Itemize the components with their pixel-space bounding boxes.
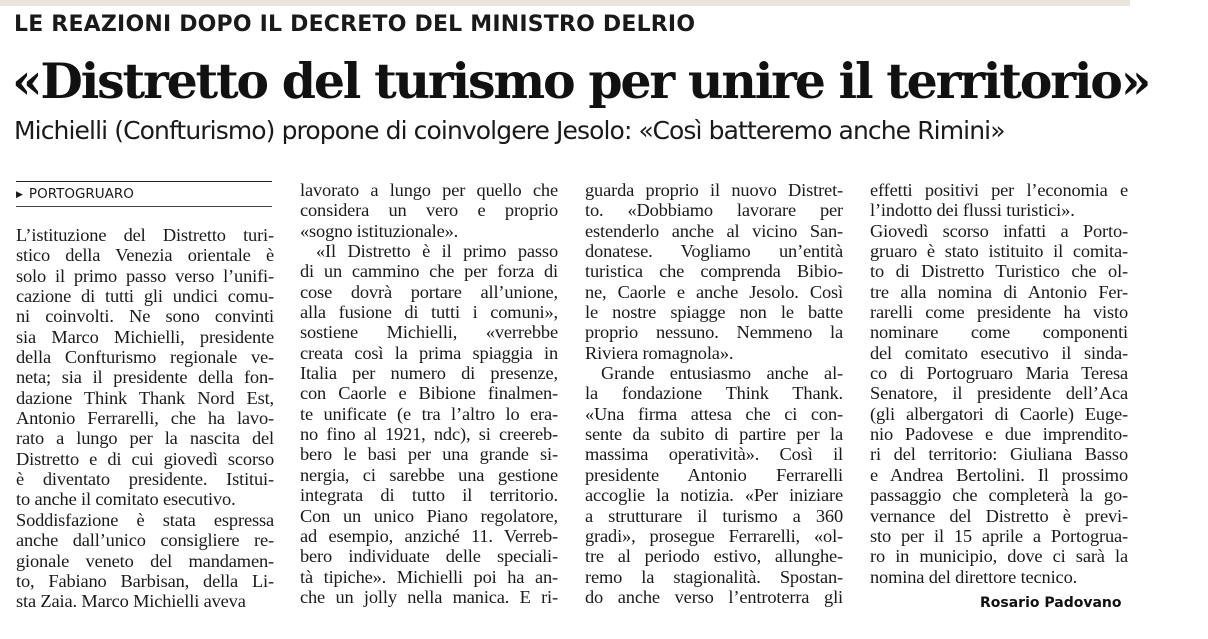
article-line: gradi», prosegue Ferrarelli, «ol- bbox=[585, 525, 843, 546]
article-line: ni coinvolti. Ne sono convinti bbox=[16, 306, 274, 327]
article-column-1 bbox=[16, 225, 274, 615]
article-line: lavorato a lungo per quello che bbox=[300, 180, 558, 200]
article-line: sto per il 15 aprile a Portogrua- bbox=[870, 525, 1128, 546]
article-column-2 bbox=[300, 180, 558, 616]
article-line: anche dall’unico consigliere re- bbox=[16, 530, 274, 551]
article-line: rato a lungo per la nascita del bbox=[16, 428, 274, 449]
article-line: Con un unico Piano regolatore, bbox=[300, 505, 558, 526]
article-column-4 bbox=[870, 180, 1128, 616]
article-line: nergia, ci sarebbe una gestione bbox=[300, 464, 558, 485]
article-line: «sogno istituzionale». bbox=[300, 220, 459, 241]
byline: Rosario Padovano bbox=[980, 595, 1122, 611]
article-line: Soddisfazione è stata espressa bbox=[16, 509, 274, 530]
article-line: ne, Caorle e anche Jesolo. Così bbox=[585, 281, 843, 302]
article-line: del comitato esecutivo il sinda- bbox=[870, 342, 1128, 363]
article-line: tà tipiche». Michielli poi ha an- bbox=[300, 566, 558, 587]
kicker: LE REAZIONI DOPO IL DECRETO DEL MINISTRO DELRIO bbox=[14, 12, 696, 37]
article-line: turistica che comprenda Bibio- bbox=[585, 261, 843, 282]
article-line: «Una firma attesa che ci con- bbox=[585, 403, 843, 424]
article-line: rarelli come presidente ha visto bbox=[870, 302, 1128, 323]
article-line: la fondazione Think Thank. bbox=[585, 383, 843, 404]
article-line: Senatore, il presidente dell’Aca bbox=[870, 383, 1128, 404]
article-line: tre alla nomina di Antonio Fer- bbox=[870, 281, 1128, 302]
article-line: cose dovrà portare all’unione, bbox=[300, 281, 558, 302]
article-line: solo il primo passo verso l’unifi- bbox=[16, 265, 274, 286]
article-line: Antonio Ferrarelli, che ha lavo- bbox=[16, 408, 274, 429]
article-line: le nostre spiagge non le batte bbox=[585, 302, 843, 323]
article-line: Riviera romagnola». bbox=[585, 342, 734, 363]
article-line: è diventato presidente. Istitui- bbox=[16, 469, 274, 490]
play-marker-icon: ▶ bbox=[16, 190, 23, 200]
article-line: sia Marco Michielli, presidente bbox=[16, 326, 274, 347]
article-line: nominare come componenti bbox=[870, 322, 1128, 343]
article-line: Giovedì scorso infatti a Porto- bbox=[870, 220, 1128, 241]
article-line: dazione Think Thank Nord Est, bbox=[16, 387, 274, 408]
article-line: massima operatività». Così il bbox=[585, 444, 843, 465]
article-line: donatese. Vogliamo un’entità bbox=[585, 241, 843, 262]
article-line: stico della Venezia orientale è bbox=[16, 245, 274, 266]
headline: «Distretto del turismo per unire il territorio» bbox=[12, 52, 1150, 110]
article-line: della Confturismo regionale ve- bbox=[16, 347, 274, 368]
article-line: Grande entusiasmo anche al- bbox=[601, 363, 843, 384]
article-line: remo la stagionalità. Spostan- bbox=[585, 566, 843, 587]
article-line: considera un vero e proprio bbox=[300, 200, 558, 221]
article-line: do anche verso l’entroterra gli bbox=[585, 586, 843, 607]
article-line: sostiene Michielli, «verrebbe bbox=[300, 322, 558, 343]
article-line: to, Fabiano Barbisan, della Li- bbox=[16, 570, 274, 591]
section-label bbox=[16, 181, 272, 207]
article-line: guarda proprio il nuovo Distret- bbox=[585, 180, 843, 200]
section-name: PORTOGRUARO bbox=[28, 186, 134, 202]
article-line: te unificate (e tra l’altro lo era- bbox=[300, 403, 558, 424]
article-line: integrata di tutto il territorio. bbox=[300, 485, 558, 506]
article-line: creata così la prima spiaggia in bbox=[300, 342, 558, 363]
article-line: di un cammino che per forza di bbox=[300, 261, 558, 282]
article-line: accoglie la notizia. «Per iniziare bbox=[585, 485, 843, 506]
article-line: ro in municipio, dove ci sarà la bbox=[870, 546, 1128, 567]
article-line: to di Distretto Turistico che ol- bbox=[870, 261, 1128, 282]
article-line: ad esempio, anziché 11. Verreb- bbox=[300, 525, 558, 546]
subheadline: Michielli (Confturismo) propone di coinvolgere Jesolo: «Così batteremo anche Rimini» bbox=[14, 116, 1005, 145]
article-line: to anche il comitato esecutivo. bbox=[16, 489, 236, 510]
article-line: L’istituzione del Distretto turi- bbox=[16, 225, 274, 245]
article-line: l’indotto dei flussi turistici». bbox=[870, 200, 1075, 221]
article-line: vernance del Distretto è previ- bbox=[870, 505, 1128, 526]
article-line: gruaro è stato istituito il comita- bbox=[870, 241, 1128, 262]
article-line: nomina del direttore tecnico. bbox=[870, 566, 1078, 587]
article-column-3 bbox=[585, 180, 843, 616]
article-line: a strutturare il turismo a 360 bbox=[585, 505, 843, 526]
article-line: alla fusione di tutti i comuni», bbox=[300, 302, 558, 323]
article-line: Italia per numero di presenze, bbox=[300, 363, 558, 384]
article-line: bero le basi per una grande si- bbox=[300, 444, 558, 465]
article-line: «Il Distretto è il primo passo bbox=[316, 241, 558, 262]
article-line: (gli albergatori di Caorle) Euge- bbox=[870, 403, 1128, 424]
article-line: sente da subito di partire per la bbox=[585, 424, 843, 445]
article-line: Distretto e di cui giovedì scorso bbox=[16, 448, 274, 469]
article-line: effetti positivi per l’economia e bbox=[870, 180, 1128, 200]
article-line: gionale veneto del mandamen- bbox=[16, 550, 274, 571]
article-line: e Andrea Bertolini. Il prossimo bbox=[870, 464, 1128, 485]
article-line: cazione di tutti gli undici comu- bbox=[16, 286, 274, 307]
article-line: nio Padovese e due imprendito- bbox=[870, 424, 1128, 445]
article-line: presidente Antonio Ferrarelli bbox=[585, 464, 843, 485]
article-line: neta; sia il presidente della fon- bbox=[16, 367, 274, 388]
article-line: sta Zaia. Marco Michielli aveva bbox=[16, 591, 246, 612]
article-line: ri del territorio: Giuliana Basso bbox=[870, 444, 1128, 465]
article-line: passaggio che completerà la go- bbox=[870, 485, 1128, 506]
article-line: bero individuate delle speciali- bbox=[300, 546, 558, 567]
top-rule bbox=[0, 0, 1130, 6]
article-line: tre al periodo estivo, allunghe- bbox=[585, 546, 843, 567]
article-line: con Caorle e Bibione finalmen- bbox=[300, 383, 558, 404]
article-line: proprio nessuno. Nemmeno la bbox=[585, 322, 843, 343]
article-line: estenderlo anche al vicino San- bbox=[585, 220, 843, 241]
article-line: che un jolly nella manica. E ri- bbox=[300, 586, 558, 607]
article-line: to. «Dobbiamo lavorare per bbox=[585, 200, 843, 221]
article-line: no fino al 1921, ndc), si creereb- bbox=[300, 424, 558, 445]
article-line: co di Portogruaro Maria Teresa bbox=[870, 363, 1128, 384]
